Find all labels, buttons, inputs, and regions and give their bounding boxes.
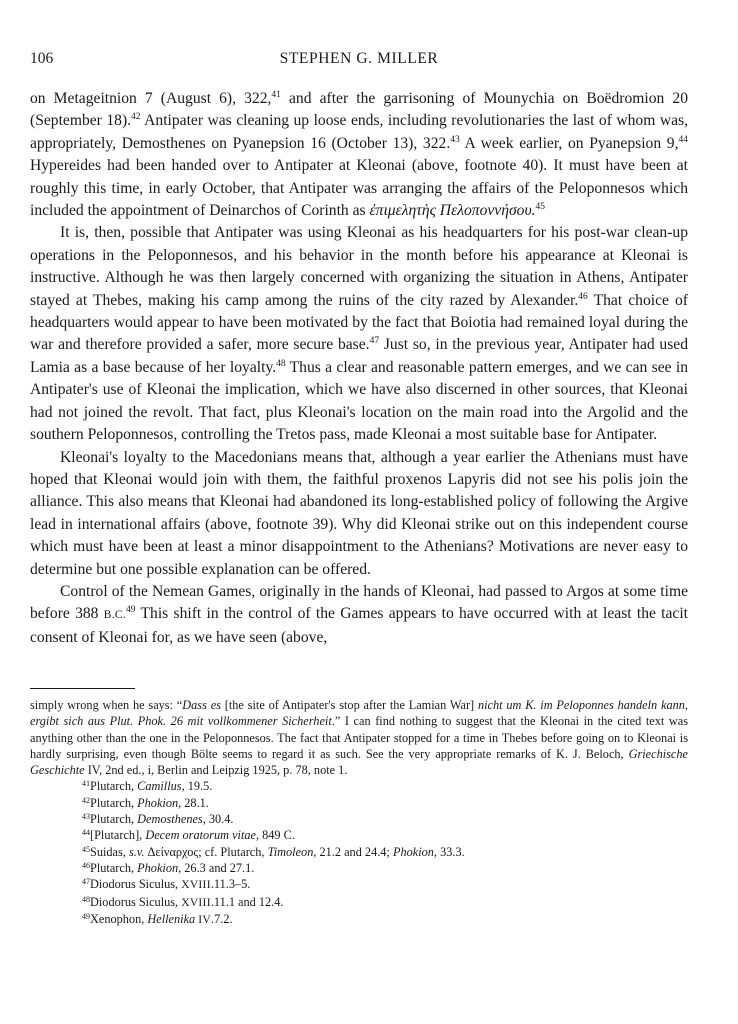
footnote-47: $^{47}$Diodorus Siculus, XVIII.11.3–5. [82, 877, 251, 892]
page [30, 50, 688, 649]
footnote-ref-42[interactable]: 42 [131, 112, 141, 123]
paragraph-2: It is, then, possible that Antipater was using Kleonai as his headquarters for his post-war clean-up operations in the Peloponnesos, and his behavior in the month before his appearance at Kleonai is instructive. Although he was then largely concerned with organizing the situation in Athens, Antipater stayed at Thebes, making his camp among the ruins of the city razed by Alexander.$^{46}$ That choice of headquarters would appear to have been motivated by the fact that Boiotia had remained loyal during the war and therefore provided a safer, more secure base.$^{47}$ Just so, in the previous year, Antipater had used Lamia as a base because of her loyalty.$^{48}$ Thus a clear and reasonable pattern emerges, and we can see in Antipater's use of Kleonai the implication, which we have also discerned in other sources, that Kleonai had not joined the revolt. That fact, plus Kleonai's location on the main road into the Argolid and the southern Peloponnesos, controlling the Tretos pass, made Kleonai a most suitable base for Antipater. [30, 224, 688, 444]
body-text [30, 88, 688, 649]
paragraph-3: Kleonai's loyalty to the Macedonians means that, although a year earlier the Athenians must have hoped that Kleonai would join with them, the faithful proxenos Lapyris did not see his polis join the alliance. This also means that Kleonai had abandoned its long-established policy of following the Argive lead in international affairs (above, footnote 39). Why did Kleonai strike out on this independent course which must have been at least a minor disappointment to the Athenians? Motivations are never easy to determine but one possible explanation can be offered. [30, 448, 688, 578]
footnote-ref-46[interactable]: 46 [578, 291, 588, 302]
footnote-list [30, 778, 688, 928]
footnote-45: $^{45}$Suidas, s.v. Δείναρχος; cf. Plutarch, Timoleon, 21.2 and 24.4; Phokion, 33.3. [82, 844, 465, 859]
footnote-42: $^{42}$Plutarch, Phokion, 28.1. [82, 795, 209, 810]
footnote-continuation: simply wrong when he says: “Dass es [the site of Antipater's stop after the Lamian War] nicht um K. im Peloponnes handeln kann, ergibt sich aus Plut. Phok. 26 mit vollkommener Sicherheit.” I can find nothing to suggest that the Kleonai in the cited text was anything other than the one in the Peloponnesos. The fact that Antipater stopped for a time in Thebes before going on to Kleonai is hardly surprising, even though Bölte seems to regard it as such. See the very appropriate remarks of K. J. Beloch, Griechische Geschichte IV, 2nd ed., i, Berlin and Leipzig 1925, p. 78, note 1. [30, 698, 688, 778]
paragraph-1: on Metageitnion 7 (August 6), 322,41 and after the garrisoning of Mounychia on Boëdromion 20 (September 18).$^{42}$ Antipater was cleaning up loose ends, including revolutionaries the last of whom was, appropriately, Demosthenes on Pyanepsion 16 (October 13), 322.43 A week earlier, on Pyanepsion 9,44 Hypereides had been handed over to Antipater at Kleonai (above, footnote 40). It must have been at roughly this time, in early October, that Antipater was arranging the affairs of the Peloponnesos which included the appointment of Deinarchos of Corinth as ἐπιμελητὴς Πελοποννήσου.$^{45}$ [30, 90, 689, 220]
page-header [30, 50, 688, 78]
footnote-43: $^{43}$Plutarch, Demosthenes, 30.4. [82, 812, 234, 827]
footnote-ref-41[interactable]: 41 [271, 90, 281, 100]
footnotes [30, 688, 688, 928]
paragraph-4: Control of the Nemean Games, originally in the hands of Kleonai, had passed to Argos at some time before 388 B.C.$^{49}$ This shift in the control of the Games appears to have occurred with at least the tacit consent of Kleonai for, as we have seen (above, [30, 582, 689, 646]
greek-phrase: ἐπιμελητὴς Πελοποννήσου. [369, 202, 536, 220]
footnote-41: $^{41}$Plutarch, Camillus, 19.5. [82, 779, 213, 794]
running-head-author: STEPHEN G. MILLER [279, 50, 439, 67]
era-abbreviation: B.C. [103, 609, 127, 622]
footnote-ref-45[interactable]: 45 [535, 202, 545, 213]
footnote-ref-43[interactable]: 43 [450, 134, 460, 145]
footnote-ref-49[interactable]: 49 [126, 605, 136, 616]
footnote-ref-47[interactable]: 47 [369, 336, 380, 347]
footnote-ref-44[interactable]: 44 [678, 134, 688, 145]
footnote-46: $^{46}$Plutarch, Phokion, 26.3 and 27.1. [82, 860, 255, 875]
footnote-44: $^{44}$[Plutarch], Decem oratorum vitae, 849 C. [82, 828, 295, 843]
page-number: 106 [30, 50, 54, 67]
footnote-ref-48[interactable]: 48 [276, 358, 286, 369]
footnote-48: $^{48}$Diodorus Siculus, XVIII.11.1 and 12.4. [82, 894, 284, 909]
footnote-divider [30, 688, 135, 689]
footnote-49: $^{49}$Xenophon, Hellenika IV.7.2. [82, 911, 233, 926]
